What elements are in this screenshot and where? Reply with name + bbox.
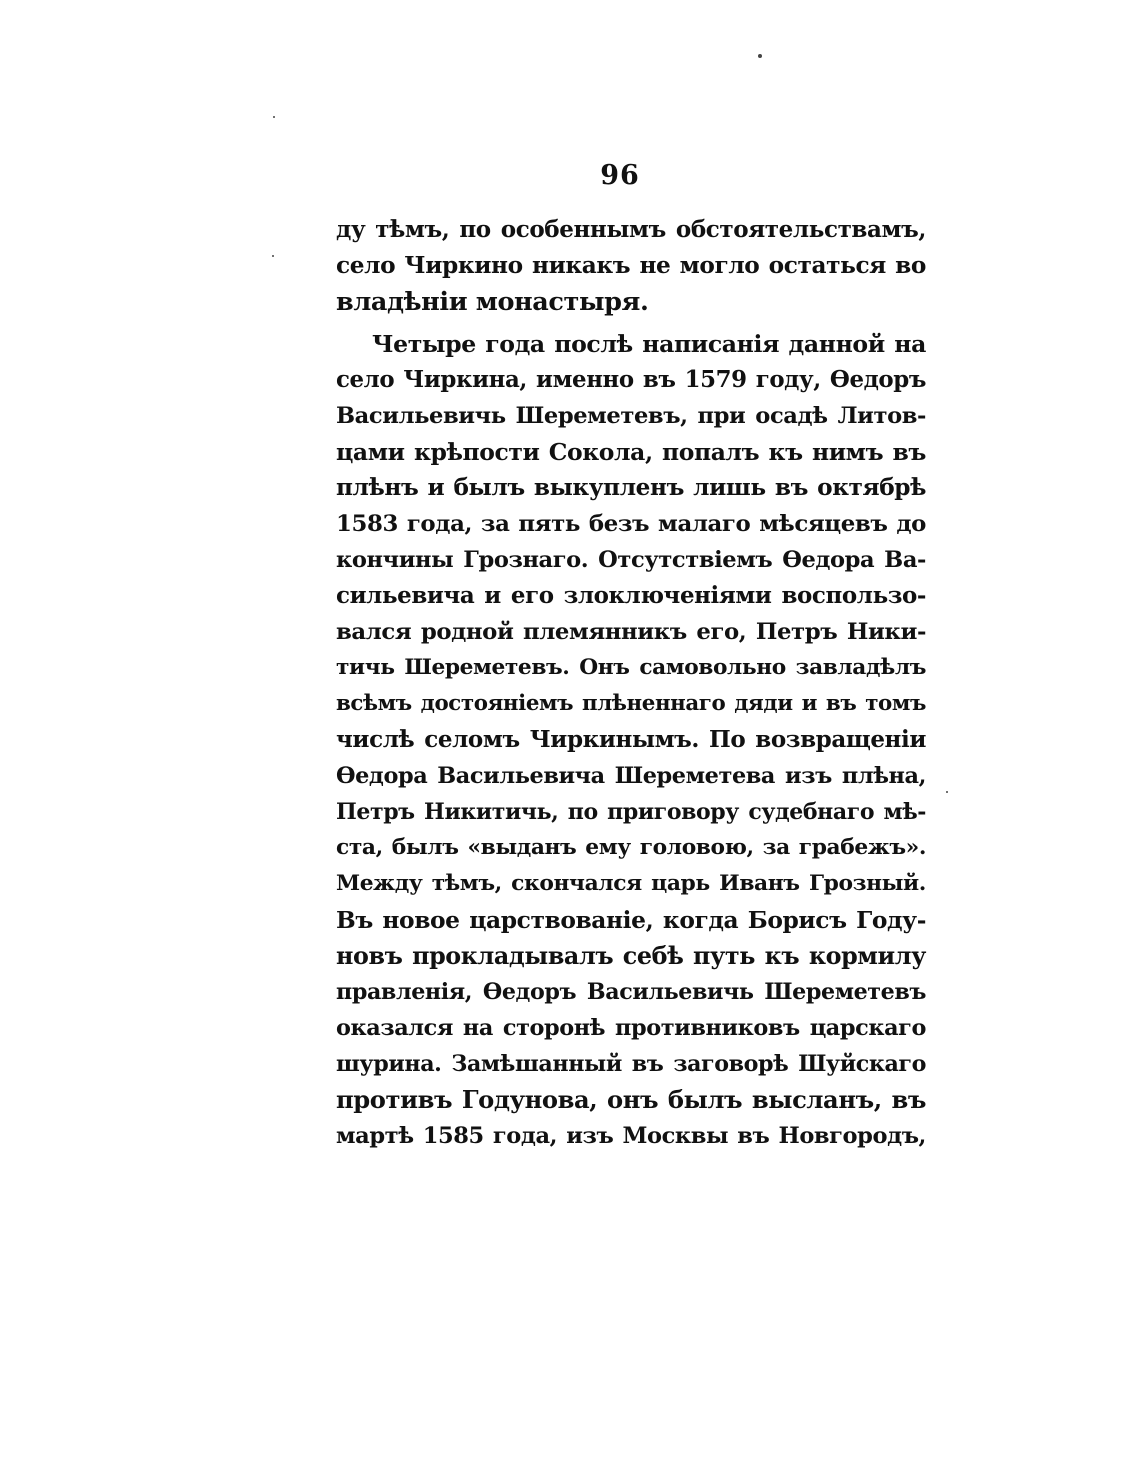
text-line: всѣмъ достояніемъ плѣненнаго дяди и въ томъ — [336, 691, 926, 716]
text-line: мартѣ 1585 года, изъ Москвы въ Новгородъ, — [336, 1123, 926, 1149]
text-line: Ѳедора Васильевича Шереметева изъ плѣна, — [336, 763, 926, 789]
text-line: правленія, Ѳедоръ Васильевичь Шереметевъ — [336, 979, 926, 1005]
text-line: плѣнъ и былъ выкупленъ лишь въ октябрѣ — [336, 474, 926, 501]
text-line: цами крѣпости Сокола, попалъ къ нимъ въ — [336, 438, 926, 466]
page-number: 96 — [600, 160, 640, 191]
text-line: 1583 года, за пять безъ малаго мѣсяцевъ до — [336, 511, 926, 537]
text-line: Васильевичь Шереметевъ, при осадѣ Литов- — [336, 403, 926, 429]
text-line: Въ новое царствованіе, когда Борисъ Году- — [336, 906, 926, 934]
text-line: тичь Шереметевъ. Онъ самовольно завладѣлъ — [336, 655, 926, 680]
text-line: числѣ селомъ Чиркинымъ. По возвращеніи — [336, 726, 926, 753]
scan-speck — [273, 116, 275, 118]
scan-speck — [272, 255, 274, 257]
text-line: сильевича и его злоключеніями воспользо- — [336, 582, 926, 609]
paragraph — [336, 326, 926, 1154]
paragraph — [336, 212, 926, 320]
body-text — [336, 212, 926, 1154]
text-line: село Чиркина, именно въ 1579 году, Ѳедоръ — [336, 367, 926, 393]
text-line: Между тѣмъ, скончался царь Иванъ Грозный. — [336, 871, 926, 896]
text-line: оказался на сторонѣ противниковъ царскаго — [336, 1015, 926, 1041]
text-line: ду тѣмъ, по особеннымъ обстоятельствамъ, — [336, 216, 926, 243]
text-line: владѣніи монастыря. — [336, 287, 649, 317]
text-line: село Чиркино никакъ не могло остаться во — [336, 252, 926, 279]
scan-speck — [946, 791, 948, 793]
text-line: вался родной племянникъ его, Петръ Ники- — [336, 619, 926, 645]
text-line: шурина. Замѣшанный въ заговорѣ Шуйскаго — [336, 1051, 926, 1077]
text-line: кончины Грознаго. Отсутствіемъ Ѳедора Ва- — [336, 547, 926, 573]
text-line: новъ прокладывалъ себѣ путь къ кормилу — [336, 942, 926, 970]
text-line: Петръ Никитичь, по приговору судебнаго мѣ- — [336, 799, 926, 825]
text-line: Четыре года послѣ написанія данной на — [372, 330, 926, 358]
scan-speck — [758, 54, 762, 58]
text-line: ста, былъ «выданъ ему головою, за грабежъ». — [336, 835, 926, 860]
text-line: противъ Годунова, онъ былъ высланъ, въ — [336, 1085, 926, 1114]
